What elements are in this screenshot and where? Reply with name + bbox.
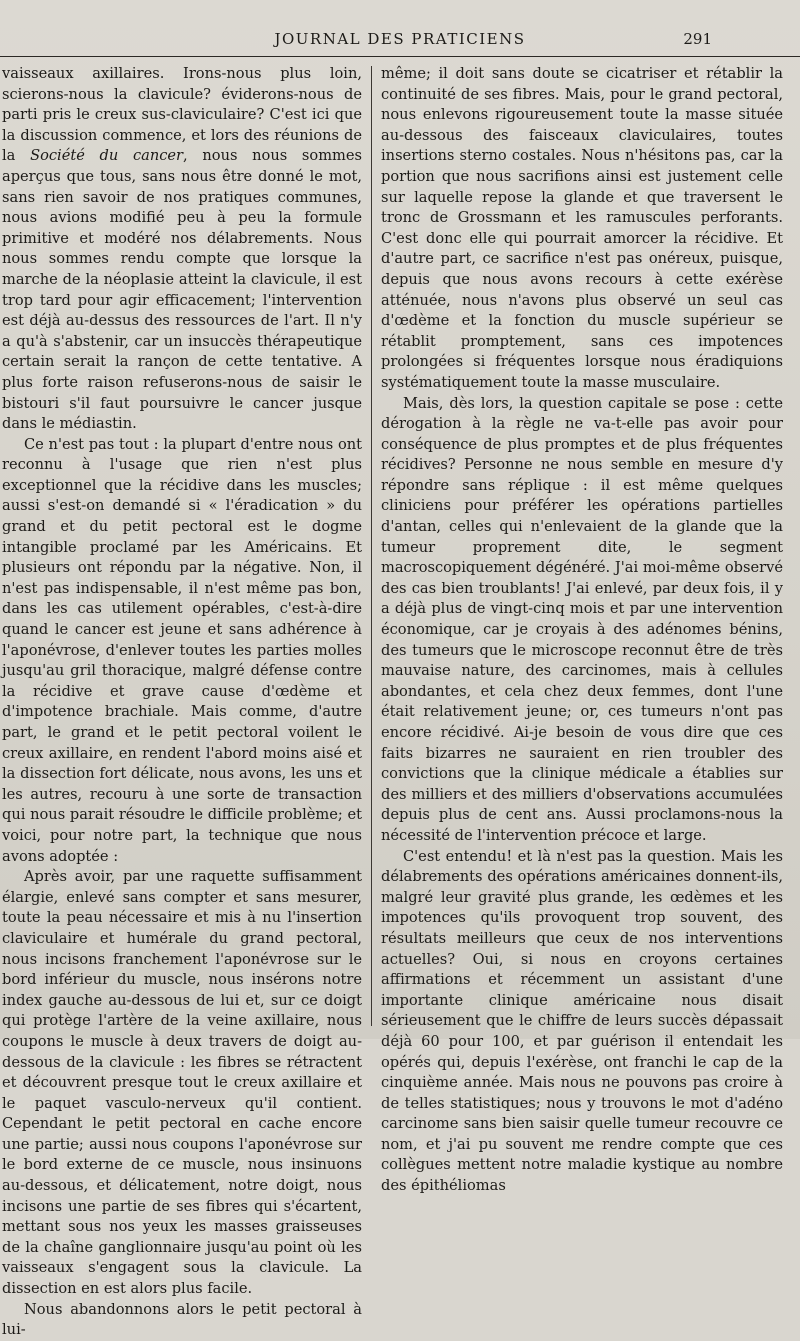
paragraph: C'est entendu! et là n'est pas la question. Mais les délabrements des opérations américaines donnent-ils, malgré leur gravité plus grande, les œdèmes et les impotences qu'ils provoquent trop souvent, des résultats meilleurs que ceux de nos interventions actuelles? Oui, si nous en croyons certaines affirmations et récemment un assistant d'une importante clinique américaine nous disait sérieusement que le chiffre de leurs succès dépassait déjà 60 pour 100, et par guérison il entendait les opérés qui, depuis l'exérèse, ont franchi le cap de la cinquième année. Mais nous ne pouvons pas croire à de telles statistiques; nous y trouvons le mot d'adéno carcinome sans bien saisir quelle tumeur recouvre ce nom, et j'ai pu souvent me rendre compte que ces collègues mettent notre maladie kystique au nombre des épithéliomas — [381, 847, 783, 1195]
society-name: Société du cancer — [30, 147, 184, 165]
right-column — [381, 64, 783, 1195]
column-divider — [371, 66, 372, 1026]
running-header — [0, 26, 800, 56]
paragraph: Nous abandonnons alors le petit pectoral à lui- — [2, 1300, 362, 1339]
left-column — [2, 64, 363, 1339]
paragraph: Après avoir, par une raquette suffisamment élargie, enlevé sans compter et sans mesurer, toute la peau nécessaire et mis à nu l'insertion claviculaire et humérale du grand pectoral, nous incisons franchement l'aponévrose sur le bord inférieur du muscle, nous insérons notre index gauche au-dessous de lui et, sur ce doigt qui protège l'artère de la veine axillaire, nous coupons le muscle à deux travers de doigt au-dessous de la clavicule : les fibres se rétractent et découvrent presque tout le creux axillaire et le paquet vasculo-nerveux qu'il contient. Cependant le petit pectoral en cache encore une partie; aussi nous coupons l'aponévrose sur le bord externe de ce muscle, nous insinuons au-dessous, et délicatement, notre doigt, nous incisons une partie de ses fibres qui s'écartent, mettant sous nos yeux les masses graisseuses de la chaîne ganglionnaire jusqu'au point où les vaisseaux s'engagent sous la clavicule. La dissection en est alors plus facile. — [2, 868, 362, 1298]
paragraph: Ce n'est pas tout : la plupart d'entre nous ont reconnu à l'usage que rien n'est plus exceptionnel que la récidive dans les muscles; aussi s'est-on demandé si « l'éradication » du grand et du petit pectoral est le dogme intangible proclamé par les Américains. Et plusieurs ont répondu par la négative. Non, il n'est pas indispensable, il n'est même pas bon, dans les cas utilement opérables, c'est-à-dire quand le cancer est jeune et sans adhérence à l'aponévrose, d'enlever toutes les parties molles jusqu'au gril thoracique, malgré défense contre la récidive et grave cause d'œdème et d'impotence brachiale. Mais comme, d'autre part, le grand et le petit pectoral voilent le creux axillaire, en rendent l'abord moins aisé et la dissection fort délicate, nous avons, les uns et les autres, recouru à une sorte de transaction qui nous parait résoudre le difficile problème; et voici, pour notre part, la technique que nous avons adoptée : — [2, 435, 362, 865]
journal-title: JOURNAL DES PRATICIENS — [274, 30, 526, 48]
paragraph: même; il doit sans doute se cicatriser et rétablir la continuité de ses fibres. Mais, pour le grand pectoral, nous enlevons rigoureusement toute la masse située au-dessous des faisceaux claviculaires, toutes insertions sterno costales. Nous n'hésitons pas, car la portion que nous sacrifions ainsi est justement celle sur laquelle repose la glande et que traversent le tronc de Grossmann et les ramuscules perforants. C'est donc elle qui pourrait amorcer la récidive. Et d'autre part, ce sacrifice n'est pas onéreux, puisque, depuis que nous avons recours à cette exérèse atténuée, nous n'avons plus observé un seul cas d'œdème et la fonction du muscle supérieur se rétablit promptement, sans ces impotences prolongées si fréquentes lorsque nous éradiquions systématiquement toute la masse musculaire. — [381, 65, 783, 391]
header-rule — [0, 56, 800, 57]
page-number: 291 — [683, 30, 712, 48]
paragraph: vaisseaux axillaires. Irons-nous plus loin, scierons-nous la clavicule? éviderons-nous de parti pris le creux sus-claviculaire? C'est ici que la discussion commence, et lors des réunions de la Société du cancer, nous nous sommes aperçus que tous, sans nous être donné le mot, sans rien savoir de nos pratiques communes, nous avions modifié peu à peu la formule primitive et modéré nos délabrements. Nous nous sommes rendu compte que lorsque la marche de la néoplasie atteint la clavicule, il est trop tard pour agir efficacement; l'intervention est déjà au-dessus des ressources de l'art. Il n'y a qu'à s'abstenir, car un insuccès thérapeutique certain serait la rançon de cette tentative. A plus forte raison refuserons-nous de saisir le bistouri s'il faut poursuivre le cancer jusque dans le médiastin. — [2, 65, 363, 433]
paragraph: Mais, dès lors, la question capitale se pose : cette dérogation à la règle ne va-t-elle pas avoir pour conséquence de plus promptes et de plus fréquentes récidives? Personne ne nous semble en mesure d'y répondre sans réplique : il est même quelques cliniciens pour préférer les opérations partielles d'antan, celles qui n'enlevaient de la glande que la tumeur proprement dite, le segment macroscopiquement dégénéré. J'ai moi-même observé des cas bien troublants! J'ai enlevé, par deux fois, il y a déjà plus de vingt-cinq mois et par une intervention économique, car je croyais à des adénomes bénins, des tumeurs que le microscope reconnut être de très mauvaise nature, des carcinomes, mais à cellules abondantes, et cela chez deux femmes, dont l'une était relativement jeune; or, ces tumeurs n'ont pas encore récidivé. Ai-je besoin de vous dire que ces faits bizarres ne sauraient en rien troubler des convictions que la clinique médicale a établies sur des milliers et des milliers d'observations accumulées depuis plus de cent ans. Aussi proclamons-nous la nécessité de l'intervention précoce et large. — [381, 394, 783, 844]
